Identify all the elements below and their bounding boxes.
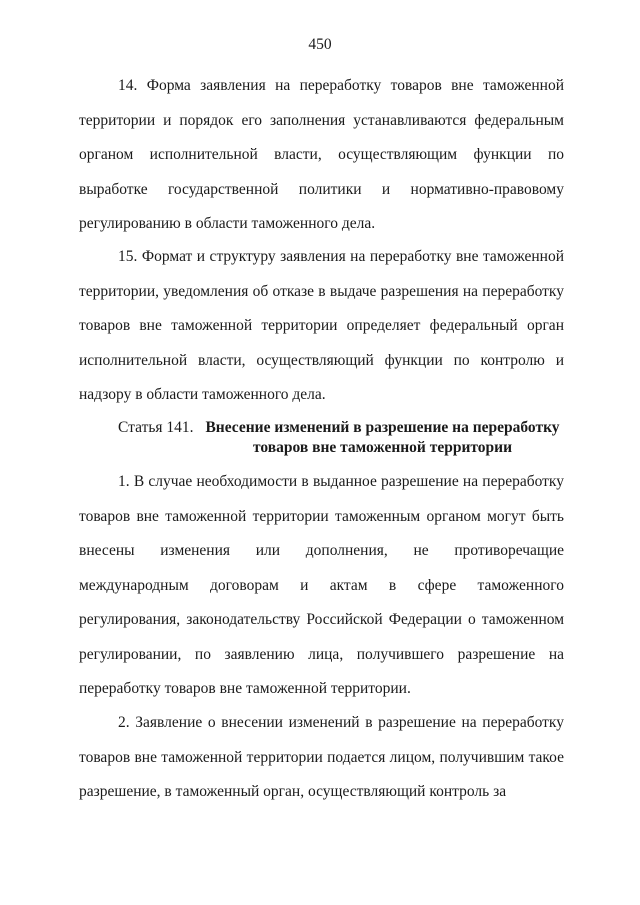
- paragraph-2: 2. Заявление о внесении изменений в разрешение на переработку товаров вне таможенной территории подается лицом, получившим такое разрешение, в таможенный орган, осуществляющий контроль за: [79, 714, 564, 800]
- paragraph-14: 14. Форма заявления на переработку товаров вне таможенной территории и порядок его заполнения устанавливаются федеральным органом исполнительной власти, осуществляющим функции по выработке государственной политики и нормативно-правовому регулированию в области таможенного дела.: [79, 77, 564, 232]
- paragraph-1: 1. В случае необходимости в выданное разрешение на переработку товаров вне таможенной территории таможенным органом могут быть внесены изменения или дополнения, не противоречащие международным договорам и актам в сфере таможенного регулирования, законодательству Российской Федерации о таможенном регулировании, по заявлению лица, получившего разрешение на переработку товаров вне таможенной территории.: [79, 473, 564, 697]
- paragraph-15: 15. Формат и структуру заявления на переработку вне таможенной территории, уведомления об отказе в выдаче разрешения на переработку товаров вне таможенной территории определяет федеральный орган исполнительной власти, осуществляющий функции по контролю и надзору в области таможенного дела.: [79, 248, 564, 403]
- page-number: 450: [308, 36, 332, 53]
- article-number: Статья 141.: [118, 419, 194, 436]
- article-title: Внесение изменений в разрешение на переработку товаров вне таможенной территории: [205, 419, 560, 456]
